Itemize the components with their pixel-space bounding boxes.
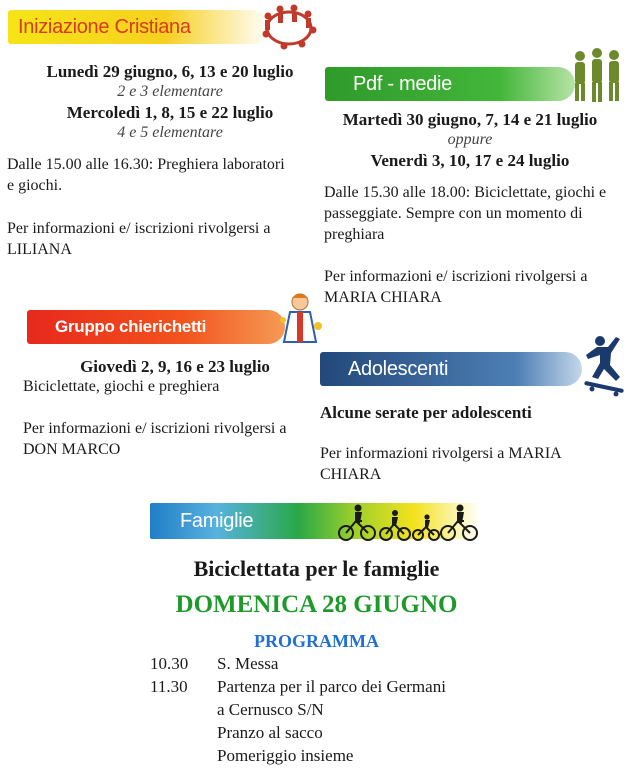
banner-adolescenti — [320, 352, 582, 386]
people-circle-icon — [258, 2, 320, 52]
chierichetti-desc: Biciclettate, giochi e preghiera — [23, 378, 220, 395]
program-time: 10.30 — [150, 654, 189, 673]
banner-pdf-title: Pdf - medie — [353, 72, 452, 95]
banner-adolescenti-title: Adolescenti — [348, 357, 449, 380]
iniziazione-grade-1: 2 e 3 elementare — [117, 83, 223, 100]
pdf-desc-line-2: passeggiate. Sempre con un momento di — [324, 205, 583, 222]
iniziazione-info-line-2: LILIANA — [7, 241, 72, 258]
adolescenti-info-line-2: CHIARA — [320, 466, 382, 483]
chierichetti-info-line-2: DON MARCO — [23, 441, 121, 458]
iniziazione-desc-line-2: e giochi. — [7, 177, 63, 194]
teens-group-icon — [568, 46, 626, 104]
skateboarder-icon — [580, 333, 630, 397]
program-activity: Pomeriggio insieme — [217, 746, 354, 765]
iniziazione-grade-2: 4 e 5 elementare — [117, 124, 223, 141]
banner-gruppo-chierichetti — [27, 310, 285, 344]
iniziazione-info-line-1: Per informazioni e/ iscrizioni rivolgersi a — [7, 220, 271, 237]
chierichetti-schedule: Giovedì 2, 9, 16 e 23 luglio — [80, 357, 270, 376]
chierichetti-info-line-1: Per informazioni e/ iscrizioni rivolgersi a — [23, 420, 287, 437]
program-activity: Partenza per il parco dei Germani — [217, 677, 446, 696]
program-activity: S. Messa — [217, 654, 279, 673]
famiglie-date: DOMENICA 28 GIUGNO — [175, 591, 458, 618]
banner-famiglie-title: Famiglie — [180, 509, 254, 532]
pdf-desc-line-1: Dalle 15.30 alle 18.00: Biciclettate, giochi e — [324, 184, 607, 201]
program-time: 11.30 — [150, 677, 188, 696]
adolescenti-headline: Alcune serate per adolescenti — [320, 403, 532, 422]
pdf-info-line-2: MARIA CHIARA — [324, 289, 442, 306]
banner-pdf-medie — [325, 67, 575, 101]
altar-boy-icon — [278, 290, 326, 346]
pdf-schedule-1: Martedì 30 giugno, 7, 14 e 21 luglio — [342, 110, 598, 129]
famiglie-programma-label: PROGRAMMA — [254, 631, 379, 651]
banner-chierichetti-title: Gruppo chierichetti — [55, 317, 207, 336]
iniziazione-schedule-2: Mercoledì 1, 8, 15 e 22 luglio — [66, 103, 274, 122]
iniziazione-schedule-1: Lunedì 29 giugno, 6, 13 e 20 luglio — [46, 62, 294, 81]
banner-iniziazione-cristiana — [8, 10, 270, 44]
pdf-oppure: oppure — [447, 131, 493, 148]
iniziazione-desc-line-1: Dalle 15.00 alle 16.30: Preghiera laboratori — [7, 156, 285, 173]
pdf-schedule-2: Venerdì 3, 10, 17 e 24 luglio — [370, 151, 570, 170]
program-activity: Pranzo al sacco — [217, 723, 323, 742]
pdf-desc-line-3: preghiara — [324, 226, 385, 243]
banner-iniziazione-title: Iniziazione Cristiana — [18, 15, 191, 38]
famiglie-headline: Biciclettata per le famiglie — [193, 556, 440, 581]
adolescenti-info-line-1: Per informazioni rivolgersi a MARIA — [320, 445, 562, 462]
cyclists-icon — [336, 499, 482, 543]
program-activity: a Cernusco S/N — [217, 700, 324, 719]
pdf-info-line-1: Per informazioni e/ iscrizioni rivolgersi a — [324, 268, 588, 285]
